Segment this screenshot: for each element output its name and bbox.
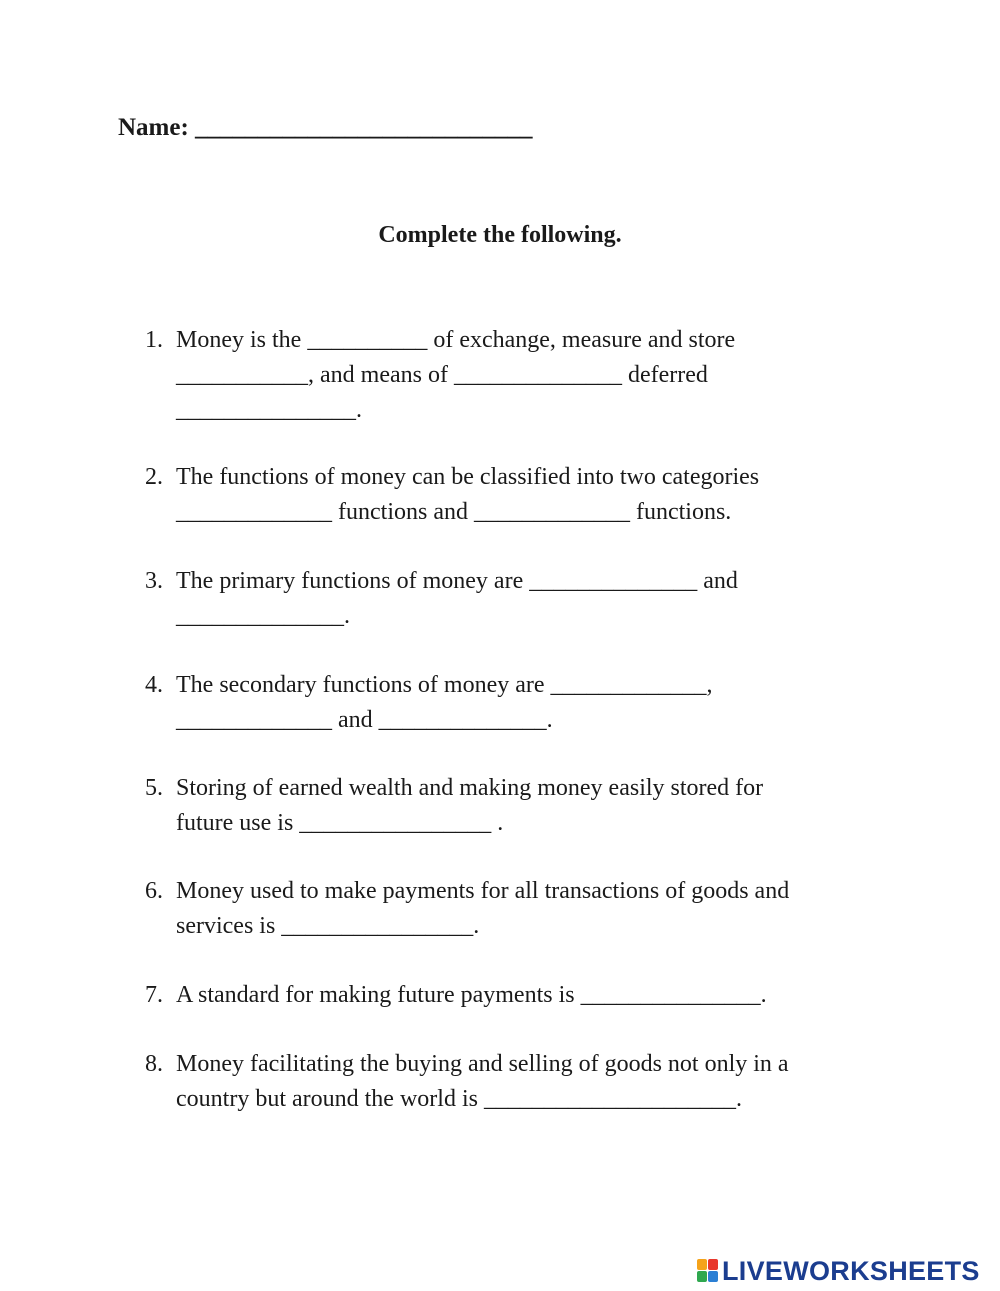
question-number: 6. [145,878,163,904]
instructions-heading: Complete the following. [378,222,622,248]
question-6 [145,874,865,944]
question-text-line: ___________, and means of ______________ deferred [176,362,708,388]
question-number: 2. [145,464,163,490]
question-number: 5. [145,775,163,801]
question-text-line: country but around the world is _____________________. [176,1086,742,1112]
question-text-line: _____________ and ______________. [176,707,553,733]
question-text-line: future use is ________________ . [176,810,504,836]
question-text-line: ______________. [176,603,350,629]
question-text-line: The primary functions of money are ______________ and [176,568,738,594]
question-text-line: _____________ functions and _____________ functions. [176,499,732,525]
question-text-line: Money facilitating the buying and selling of goods not only in a [176,1051,789,1077]
question-7 [145,978,865,1013]
logo-text: LIVEWORKSHEETS [722,1255,980,1286]
question-number: 7. [145,982,163,1008]
question-text-line: Money is the __________ of exchange, measure and store [176,327,736,353]
question-text-line: _______________. [176,397,362,423]
name-field-label: Name: ___________________________ [118,114,533,141]
question-number: 3. [145,568,163,594]
question-text-line: services is ________________. [176,913,480,939]
question-number: 8. [145,1051,163,1077]
question-8 [145,1047,865,1117]
question-3 [145,564,865,634]
question-text-line: A standard for making future payments is _______________. [176,982,767,1008]
question-1 [145,323,865,428]
question-4 [145,668,865,738]
question-text-line: Money used to make payments for all transactions of goods and [176,878,790,904]
liveworksheets-logo-icon [697,1259,719,1283]
question-text-line: The secondary functions of money are _____________, [176,672,713,698]
question-2 [145,460,865,530]
question-text-line: Storing of earned wealth and making money easily stored for [176,775,764,801]
liveworksheets-logo [697,1256,980,1286]
question-number: 4. [145,672,163,698]
question-number: 1. [145,327,163,353]
question-5 [145,771,865,841]
question-text-line: The functions of money can be classified into two categories [176,464,760,490]
